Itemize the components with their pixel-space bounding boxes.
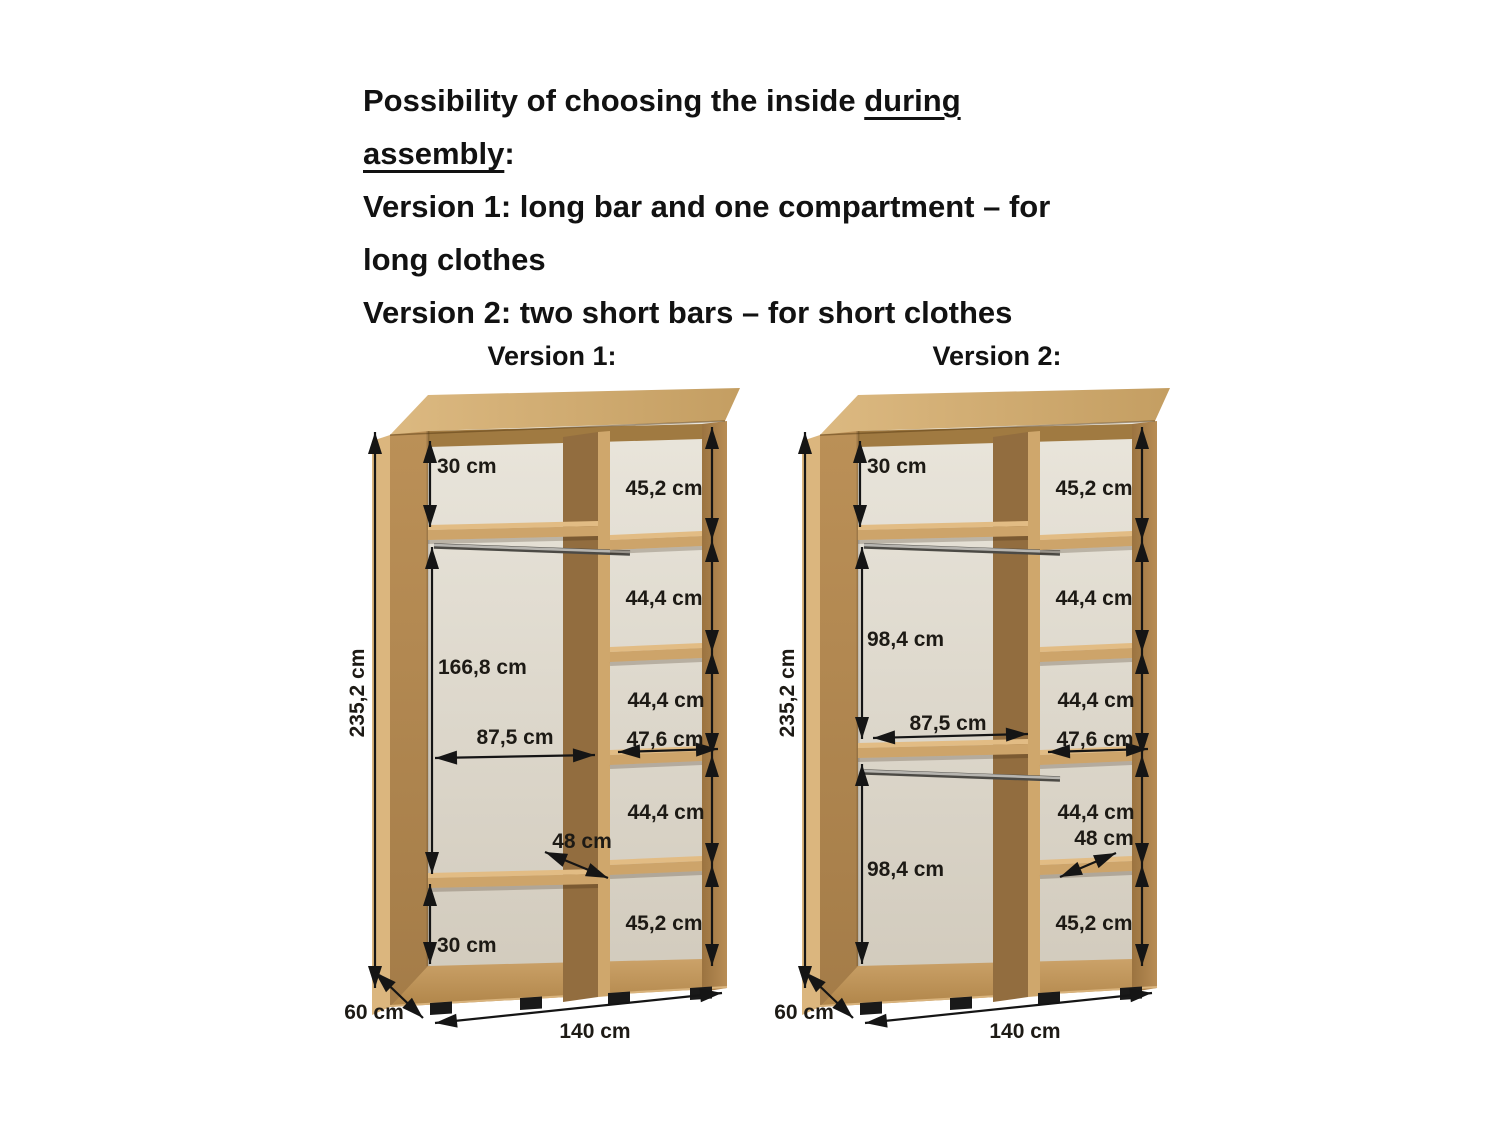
v2-dim-width: 140 cm: [989, 1020, 1061, 1043]
v2-dim-lower-compartment: 98,4 cm: [867, 858, 945, 881]
v2-dim-right-2: 44,4 cm: [1055, 587, 1133, 610]
heading-version2-desc: [363, 286, 1193, 339]
version2-diagram: [760, 375, 1220, 1075]
v1-dim-top-compartment: 30 cm: [437, 455, 497, 478]
v2-dim-right-4: 44,4 cm: [1057, 801, 1135, 824]
v1-dim-right-5: 45,2 cm: [625, 912, 703, 935]
v1-dim-right-2: 44,4 cm: [625, 587, 703, 610]
v2-dim-upper-compartment: 98,4 cm: [867, 628, 945, 651]
heading-underline-during: during: [864, 83, 961, 118]
v1-dim-right-1: 45,2 cm: [625, 477, 703, 500]
divider-panel: [563, 431, 610, 1002]
v1-dim-depth: 60 cm: [344, 1001, 404, 1024]
heading-version1-desc: [363, 180, 1193, 286]
v1-dim-right-3: 44,4 cm: [627, 689, 705, 712]
heading-line-1-2: [363, 74, 1193, 180]
heading-line5: Version 2: two short bars – for short clothes: [363, 295, 1013, 330]
v2-dim-right-5: 45,2 cm: [1055, 912, 1133, 935]
v2-dim-right-1: 45,2 cm: [1055, 477, 1133, 500]
v2-dim-top-compartment: 30 cm: [867, 455, 927, 478]
v1-dim-width: 140 cm: [559, 1020, 631, 1043]
version2-title: Version 2:: [932, 341, 1062, 371]
heading-pre: Possibility of choosing the inside: [363, 83, 865, 118]
v1-dim-long-compartment: 166,8 cm: [438, 656, 527, 679]
v1-dim-right-width: 47,6 cm: [626, 728, 704, 751]
v2-dim-depth: 60 cm: [774, 1001, 834, 1024]
divider-panel: [993, 431, 1040, 1002]
version1-title: Version 1:: [487, 341, 617, 371]
v2-dim-inner-width: 87,5 cm: [909, 712, 987, 735]
v1-dim-inner-width: 87,5 cm: [476, 726, 554, 749]
heading-underline-assembly: assembly: [363, 136, 505, 171]
v2-dim-height: 235,2 cm: [776, 648, 799, 738]
heading-line3: Version 1: long bar and one compartment – for: [363, 189, 1051, 224]
v1-dim-right-4: 44,4 cm: [627, 801, 705, 824]
heading: [363, 74, 1193, 339]
v1-dim-height: 235,2 cm: [346, 648, 369, 738]
v2-dim-right-width: 47,6 cm: [1056, 728, 1134, 751]
version1-diagram: [330, 375, 790, 1075]
v1-dim-shelf-depth: 48 cm: [552, 830, 612, 853]
heading-colon: :: [504, 136, 515, 171]
v2-dim-shelf-depth: 48 cm: [1074, 827, 1134, 850]
heading-line4: long clothes: [363, 242, 546, 277]
v2-dim-right-3: 44,4 cm: [1057, 689, 1135, 712]
v1-dim-bottom-compartment: 30 cm: [437, 934, 497, 957]
